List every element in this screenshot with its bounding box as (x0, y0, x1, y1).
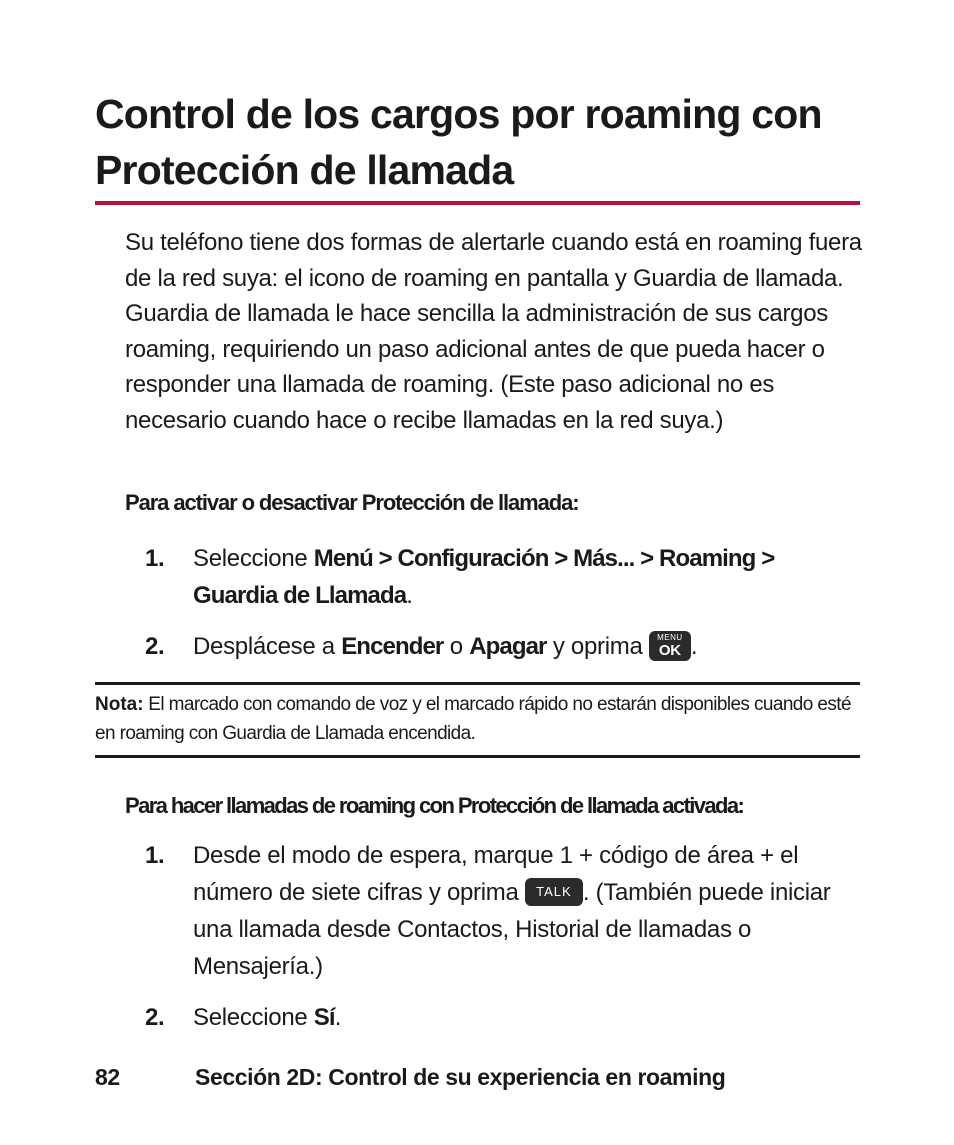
option-encender: Encender (341, 633, 444, 660)
step-text-end: . (334, 1004, 342, 1031)
footer-section-title: Sección 2D: Control de su experiencia en roaming (195, 1064, 726, 1090)
step-number: 1. (145, 545, 165, 572)
page-number: 82 (95, 1064, 120, 1090)
step-conj: o (449, 633, 463, 660)
option-si: Sí (313, 1004, 335, 1031)
step-text-end: . (406, 582, 413, 609)
section2-heading: Para hacer llamadas de roaming con Protección de llamada activada: (125, 793, 744, 818)
option-apagar: Apagar (469, 633, 547, 660)
menu-ok-key-icon: MENU OK (649, 631, 691, 661)
title-rule (95, 201, 860, 205)
section2-step1 (145, 837, 845, 985)
step-text: Desde el modo de espera, marque 1 + código de área + el número de siete cifras y oprima (193, 842, 799, 906)
step-text-end: . (690, 633, 698, 660)
menu-path: Menú > Configuración > Más... > Roaming > Guardia de Llamada (193, 545, 775, 609)
note-top-rule (95, 682, 860, 685)
step-text-end: . (También puede iniciar una llamada desde Contactos, Historial de llamadas o Mensajería.) (193, 879, 831, 980)
intro-paragraph: Su teléfono tiene dos formas de alertarle cuando está en roaming fuera de la red suya: el icono de roaming en pantalla y Guardia de llamada. Guardia de llamada le hace sencilla la administración de sus cargos roaming, requiriendo un paso adicional antes de que pueda hacer o responder una llamada de roaming. (Este paso adicional no es necesario cuando hace o recibe llamadas en la red suya.) (125, 229, 862, 434)
step-text: Seleccione (193, 545, 308, 572)
section2-step2 (145, 999, 845, 1036)
talk-key-icon: TALK (525, 878, 583, 906)
section1-step2 (145, 628, 845, 665)
section1-heading: Para activar o desactivar Protección de llamada: (125, 490, 579, 515)
step-number: 1. (145, 842, 165, 869)
step-text: Desplácese a (193, 633, 335, 660)
section1-step1 (145, 540, 845, 614)
step-number: 2. (145, 633, 165, 660)
note-text: El marcado con comando de voz y el marcado rápido no estarán disponibles cuando esté en roaming con Guardia de Llamada encendida. (95, 694, 851, 744)
step-text-mid: y oprima (552, 633, 643, 660)
note-label: Nota: (95, 694, 144, 715)
page-title: Control de los cargos por roaming con Protección de llamada (95, 91, 822, 193)
step-number: 2. (145, 1004, 165, 1031)
note-box (95, 690, 860, 748)
step-text: Seleccione (193, 1004, 308, 1031)
note-bottom-rule (95, 755, 860, 758)
